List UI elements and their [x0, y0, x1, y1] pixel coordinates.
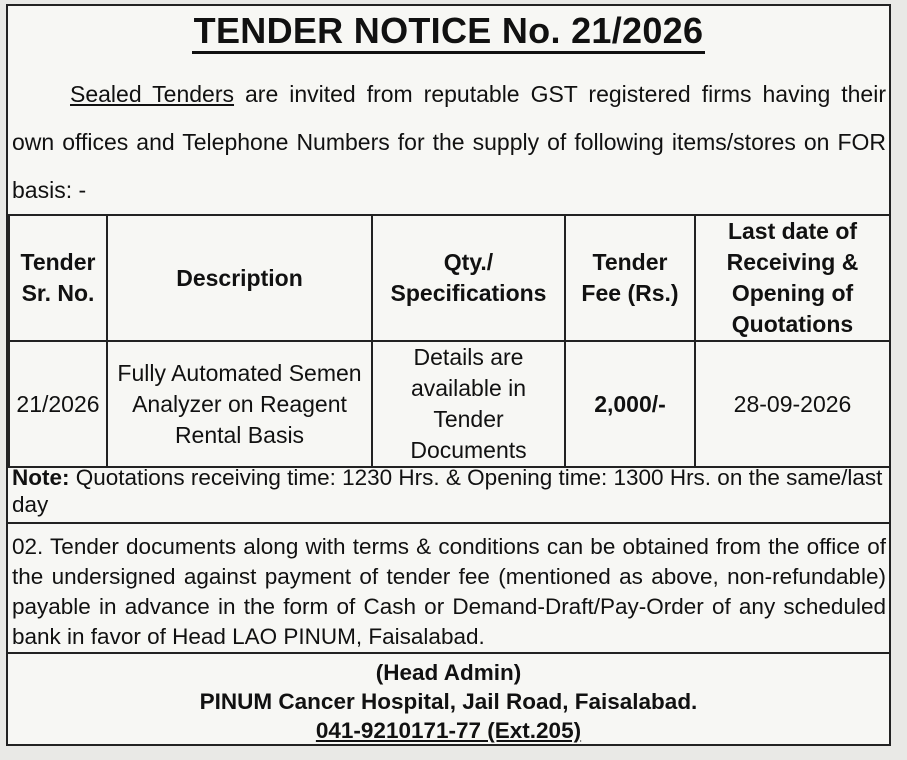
signature-role: (Head Admin): [375, 660, 522, 685]
tender-notice: [6, 4, 891, 746]
header-description: Description: [107, 215, 372, 341]
signature-phone: 041-9210171-77 (Ext.205): [315, 718, 582, 743]
table-header-row: [9, 215, 890, 341]
table-row: [9, 341, 890, 467]
intro-text: are invited from reputable GST registered firms having their own offices and Telephone Numbers for the supply of following items/stores on FOR basis: -: [12, 81, 886, 203]
header-sr-no: Tender Sr. No.: [9, 215, 107, 341]
cell-last-date: 28-09-2026: [695, 341, 890, 467]
note-text: Quotations receiving time: 1230 Hrs. & Opening time: 1300 Hrs. on the same/last day: [12, 465, 883, 517]
cell-sr-no: 21/2026: [9, 341, 107, 467]
divider: [8, 522, 889, 524]
header-qty-specifications: Qty./ Specifications: [372, 215, 565, 341]
cell-description: Fully Automated Semen Analyzer on Reagent Rental Basis: [107, 341, 372, 467]
notice-title: [8, 10, 889, 52]
cell-tender-fee: 2,000/-: [565, 341, 695, 467]
signature-organization: PINUM Cancer Hospital, Jail Road, Faisalabad.: [199, 689, 698, 714]
tender-table: [8, 214, 891, 468]
intro-paragraph: [12, 70, 886, 214]
divider: [8, 652, 889, 654]
note-label: Note:: [12, 465, 70, 490]
cell-qty-specifications: Details are available in Tender Documents: [372, 341, 565, 467]
signature-block: [8, 658, 889, 745]
notice-title-text: TENDER NOTICE No. 21/2026: [192, 10, 706, 54]
terms-paragraph: 02. Tender documents along with terms & conditions can be obtained from the office of the undersigned against payment of tender fee (mentioned as above, non-refundable) payable in advance in the form of Cash or Demand-Draft/Pay-Order of any scheduled bank in favor of Head LAO PINUM, Faisalabad.: [12, 534, 886, 649]
header-tender-fee: Tender Fee (Rs.): [565, 215, 695, 341]
header-last-date: Last date of Receiving & Opening of Quotations: [695, 215, 890, 341]
intro-lead: Sealed Tenders: [70, 81, 235, 107]
note: [12, 464, 886, 518]
